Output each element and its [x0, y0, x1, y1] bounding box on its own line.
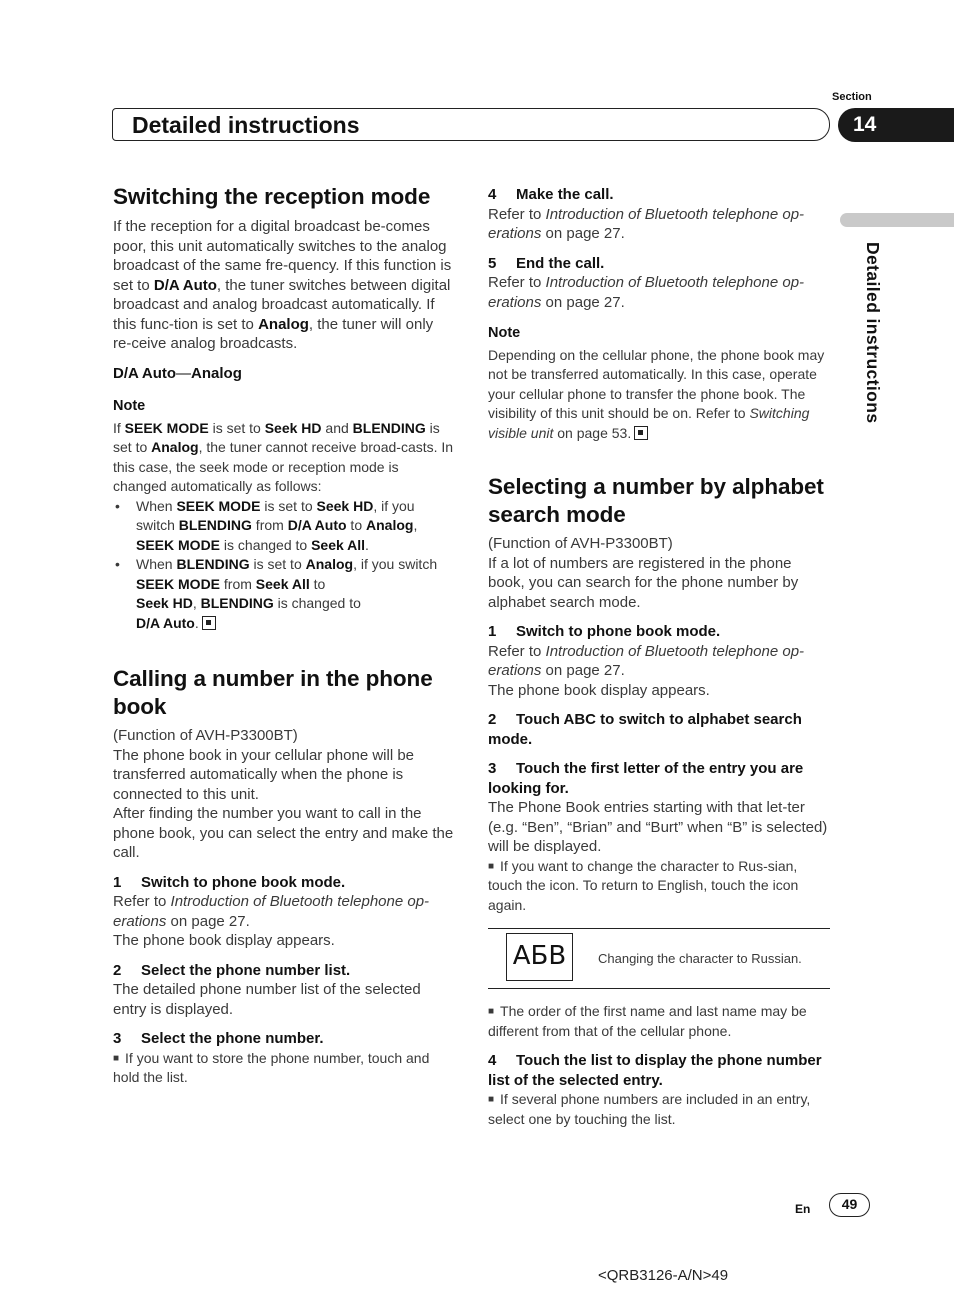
left-column	[113, 183, 455, 1088]
paragraph: ■ The order of the first name and last name may be different from that of the cellular phone.	[488, 1003, 807, 1039]
language-label: En	[795, 1202, 811, 1216]
note-body: Depending on the cellular phone, the phone book may not be transferred automatically. In this case, operate your cellular phone to transfer the phone book. The visibility of this unit should be on. Refer to Switching visible unit on page 53.	[488, 346, 825, 441]
document-code: <QRB3126-A/N>49	[598, 1267, 729, 1284]
page-title: Detailed instructions	[132, 112, 360, 138]
figure-caption: Changing the character to Russian.	[598, 951, 802, 966]
side-tab	[840, 213, 954, 227]
page-number: 49	[829, 1193, 870, 1217]
paragraph: The phone book display appears.	[488, 681, 710, 699]
paragraph: Refer to Introduction of Bluetooth telephone op-erations on page 27.	[488, 642, 805, 679]
paragraph: If a lot of numbers are registered in the phone book, you can search for the phone number by alphabet search mode.	[488, 554, 799, 611]
square-bullet-icon: ■	[488, 1006, 495, 1017]
step-heading: 3 Touch the first letter of the entry you are looking for.	[488, 760, 804, 797]
russian-alphabet-icon: АБВ	[506, 933, 573, 981]
paragraph: ■ If you want to change the character to Rus-sian, touch the icon. To return to English, touch the icon again.	[488, 857, 799, 913]
function-note: (Function of AVH-P3300BT)	[488, 535, 673, 552]
paragraph: Refer to Introduction of Bluetooth telephone op-erations on page 27.	[488, 205, 805, 242]
section-number: 14	[853, 113, 877, 136]
note-heading: Note	[488, 325, 521, 341]
section-label: Section	[832, 91, 872, 103]
square-bullet-icon: ■	[113, 1052, 120, 1064]
right-column	[488, 183, 830, 1129]
end-mark-icon	[634, 426, 648, 440]
list-item: • When BLENDING is set to Analog, if you switch SEEK MODE from Seek All to Seek HD, BLENDING is changed to D/A Auto.	[113, 555, 455, 633]
step-heading: 1 Switch to phone book mode.	[488, 623, 721, 640]
step-heading: 1 Switch to phone book mode.	[113, 873, 346, 891]
paragraph: The phone book display appears.	[113, 932, 335, 949]
end-mark-icon	[202, 616, 216, 630]
note-body: If SEEK MODE is set to Seek HD and BLENDING is set to Analog, the tuner cannot receive broad-casts. In this case, the seek mode or reception mode is changed automatically as follows: • When SEEK MODE is set to Seek HD, if you switch BLENDING from D/A Auto to Analog, SEEK MODE is changed to Seek All. • When BLENDING is set to Analog, if you switch SEEK MODE from Seek All to Seek HD, BLENDING is changed to D/A Auto.	[113, 419, 455, 634]
list-item: • When SEEK MODE is set to Seek HD, if you switch BLENDING from D/A Auto to Analog, SEEK MODE is changed to Seek All.	[113, 497, 455, 556]
step-heading: 2 Touch ABC to switch to alphabet search mode.	[488, 711, 802, 748]
step-heading: 4 Touch the list to display the phone number list of the selected entry.	[488, 1052, 822, 1089]
step-heading: 2 Select the phone number list.	[113, 961, 351, 979]
paragraph: The Phone Book entries starting with that let-ter (e.g. “Ben”, “Brian” and “Burt” when “B” is selected) will be displayed.	[488, 799, 828, 855]
heading-alphabet-search: Selecting a number by alphabet search mode	[488, 474, 824, 527]
paragraph: ■ If you want to store the phone number, touch and hold the list.	[113, 1049, 430, 1085]
function-note: (Function of AVH-P3300BT)	[113, 727, 298, 744]
figure-russian-toggle	[488, 928, 830, 989]
paragraph: Refer to Introduction of Bluetooth telephone op-erations on page 27.	[488, 274, 805, 311]
step-heading: 5 End the call.	[488, 254, 605, 272]
square-bullet-icon: ■	[488, 1094, 495, 1105]
paragraph: ■ If several phone numbers are included in an entry, select one by touching the list.	[488, 1091, 811, 1127]
options-line: D/A Auto—Analog	[113, 364, 242, 382]
step-heading: 4 Make the call.	[488, 186, 614, 203]
heading-switching-reception-mode: Switching the reception mode	[113, 184, 431, 209]
paragraph: Refer to Introduction of Bluetooth telephone op-erations on page 27.	[113, 893, 430, 930]
paragraph: The phone book in your cellular phone will be transferred automatically when the phone is connected to this unit.	[113, 746, 415, 803]
square-bullet-icon: ■	[488, 860, 495, 872]
heading-calling-number: Calling a number in the phone book	[113, 666, 433, 719]
paragraph: If the reception for a digital broadcast be-comes poor, this unit automatically switches to the analog broadcast of the same fre-quency. If this function is set to D/A Auto, the tuner switches between digital broadcast and analog broadcast automatically. If this func-tion is set to Analog, the tuner will only re-ceive analog broadcasts.	[113, 218, 452, 352]
side-label: Detailed instructions	[863, 242, 883, 424]
paragraph: The detailed phone number list of the selected entry is displayed.	[113, 981, 421, 1018]
paragraph: After finding the number you want to call in the phone book, you can select the entry and make the call.	[113, 805, 454, 861]
note-heading: Note	[113, 398, 146, 414]
step-heading: 3 Select the phone number.	[113, 1030, 324, 1047]
